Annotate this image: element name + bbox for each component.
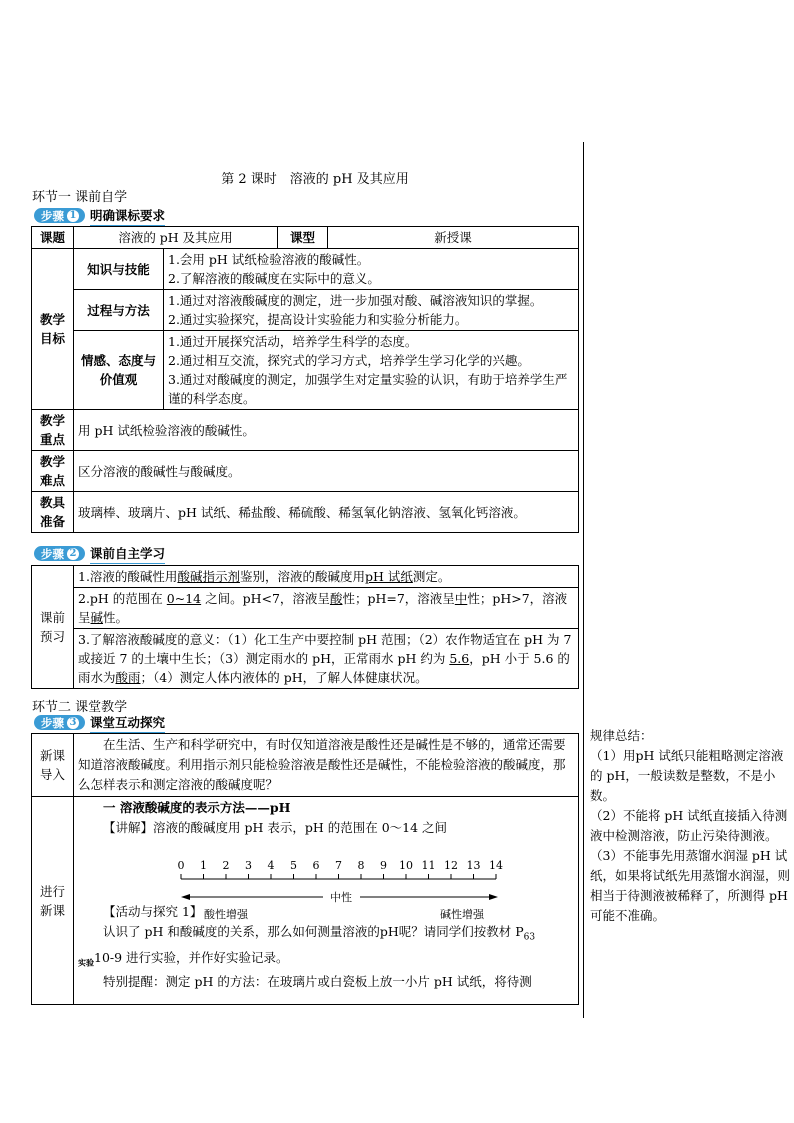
goal-process-label: 过程与方法 <box>74 290 164 331</box>
step-badge: 步骤 1 <box>34 208 85 223</box>
goal-knowledge-2: 2.了解溶液的酸碱度在实际中的意义。 <box>168 271 380 286</box>
ph-scale <box>177 858 503 921</box>
scale-tick-label: 10 <box>399 859 413 872</box>
scale-tick-label: 11 <box>421 859 436 872</box>
goal-process <box>164 290 579 331</box>
scale-tick-label: 9 <box>380 859 387 872</box>
label-diff: 教学难点 <box>32 451 74 492</box>
goal-emotion <box>164 331 579 410</box>
scale-tick-label: 14 <box>489 859 503 872</box>
step-1-title: 明确课标要求 <box>90 206 165 226</box>
label-topic: 课题 <box>32 227 74 249</box>
topic-value: 溶液的 pH 及其应用 <box>74 227 278 249</box>
activity-heading: 【活动与探究 1】 <box>103 904 203 919</box>
goal-knowledge-label: 知识与技能 <box>74 249 164 290</box>
step-badge: 步骤 2 <box>34 546 85 561</box>
goal-process-1: 1.通过对溶液酸碱度的测定，进一步加强对酸、碱溶液知识的掌握。 <box>168 293 543 308</box>
key-value: 用 pH 试纸检验溶液的酸碱性。 <box>74 410 579 451</box>
goal-knowledge <box>164 249 579 290</box>
scale-tick-label: 7 <box>335 859 342 872</box>
intro-text: 在生活、生产和科学研究中，有时仅知道溶液是酸性还是碱性是不够的，通常还需要知道溶液酸碱度。利用指示剂只能检验溶液是酸性还是碱性，不能检验溶液的酸碱度，那么怎样表示和测定溶液的酸碱度呢？ <box>74 734 579 797</box>
type-value: 新授课 <box>328 227 579 249</box>
step-3-title: 课堂互动探究 <box>90 713 165 733</box>
explain-line: 【讲解】溶液的酸碱度用 pH 表示，pH 的范围在 0～14 之间 <box>103 820 448 835</box>
preview-item-2: 2.pH 的范围在 0~14 之间。pH<7，溶液呈酸性；pH=7，溶液呈中性；pH>7，溶液呈碱性。 <box>74 588 579 629</box>
label-tools: 教具准备 <box>32 492 74 533</box>
base-arrowhead <box>489 894 498 900</box>
summary-item-3: （3）不能事先用蒸馏水润湿 pH 试纸，如果将试纸先用蒸馏水润湿，则相当于待测液被稀释了，所测得 pH 可能不准确。 <box>590 848 791 923</box>
section-1-heading: 环节一 课前自学 <box>32 190 128 205</box>
diff-value: 区分溶液的酸碱性与酸碱度。 <box>74 451 579 492</box>
scale-tick-label: 1 <box>200 859 207 872</box>
label-type: 课型 <box>278 227 328 249</box>
step-3-label <box>34 714 165 731</box>
main-label: 进行新课 <box>32 797 74 1005</box>
activity-text: 认识了 pH 和酸碱度的关系，那么如何测量溶液的pH呢？请同学们按教材 $P_{63}$ <box>103 924 536 943</box>
preview-item-1: 1.溶液的酸碱性用酸碱指示剂鉴别，溶液的酸碱度用pH 试纸测定。 <box>74 566 579 588</box>
step-2-title: 课前自主学习 <box>90 544 165 564</box>
scale-tick-label: 12 <box>444 859 458 872</box>
section-2-heading: 环节二 课堂教学 <box>32 700 128 715</box>
goal-process-2: 2.通过实验探究，提高设计实验能力和实验分析能力。 <box>168 312 468 327</box>
step-badge: 步骤 3 <box>34 715 85 730</box>
scale-tick-label: 6 <box>312 859 320 872</box>
goal-emotion-label: 情感、态度与价值观 <box>74 331 164 410</box>
intro-label: 新课导入 <box>32 734 74 797</box>
preview-item-3: 3.了解溶液酸碱度的意义：（1）化工生产中要控制 pH 范围；（2）农作物适宜在 pH 为 7 或接近 7 的土壤中生长；（3）测定雨水的 pH，正常雨水 pH 约为 5.6，pH 小于 5.6 的雨水为酸雨；（4）测定人体内液体的 pH，了解人体健康状况。 <box>74 629 579 689</box>
label-goal: 教学目标 <box>32 249 74 410</box>
rule-summary <box>590 726 790 926</box>
acid-label: 酸性增强 <box>204 908 248 921</box>
scale-tick-label: 2 <box>222 859 230 872</box>
summary-item-1: （1）用pH 试纸只能粗略测定溶液的 pH，一般读数是整数，不是小数。 <box>590 748 784 803</box>
acid-arrowhead <box>181 894 190 900</box>
step-1-label <box>34 207 165 224</box>
preview-label: 课前预习 <box>32 566 74 689</box>
goal-emotion-3: 3.通过对酸碱度的测定，加强学生对定量实验的认识，有助于培养学生严谨的科学态度。 <box>168 372 568 406</box>
label-key: 教学重点 <box>32 410 74 451</box>
margin-divider <box>583 142 584 1018</box>
scale-tick-label: 13 <box>466 859 481 872</box>
summary-title: 规律总结： <box>590 728 653 743</box>
goal-emotion-2: 2.通过相互交流，探究式的学习方式，培养学生学习化学的兴趣。 <box>168 353 530 368</box>
scale-tick-label: 0 <box>177 859 185 872</box>
goal-knowledge-1: 1.会用 pH 试纸检验溶液的酸碱性。 <box>168 252 370 267</box>
step-2-label <box>34 545 165 562</box>
scale-tick-label: 5 <box>290 859 297 872</box>
preview-table <box>31 565 579 689</box>
scale-tick-label: 8 <box>357 859 365 872</box>
scale-tick-label: 4 <box>267 859 275 872</box>
activity-text-2: $_{实验}$10-9 进行实验，并作好实验记录。 <box>78 949 289 967</box>
neutral-label: 中性 <box>330 891 352 904</box>
goal-emotion-1: 1.通过开展探究活动，培养学生科学的态度。 <box>168 334 418 349</box>
tools-value: 玻璃棒、玻璃片、pH 试纸、稀盐酸、稀硫酸、稀氢氧化钠溶液、氢氧化钙溶液。 <box>74 492 579 533</box>
page-title: 第 2 课时 溶液的 pH 及其应用 <box>221 172 409 187</box>
base-label: 碱性增强 <box>440 908 484 921</box>
goals-table <box>31 226 579 533</box>
pH-heading: 一 溶液酸碱度的表示方法——pH <box>103 800 291 815</box>
tip-text: 特别提醒：测定 pH 的方法：在玻璃片或白瓷板上放一小片 pH 试纸，将待测 <box>103 974 532 989</box>
scale-tick-label: 3 <box>245 859 252 872</box>
summary-item-2: （2）不能将 pH 试纸直接插入待测液中检测溶液，防止污染待测液。 <box>590 808 788 843</box>
